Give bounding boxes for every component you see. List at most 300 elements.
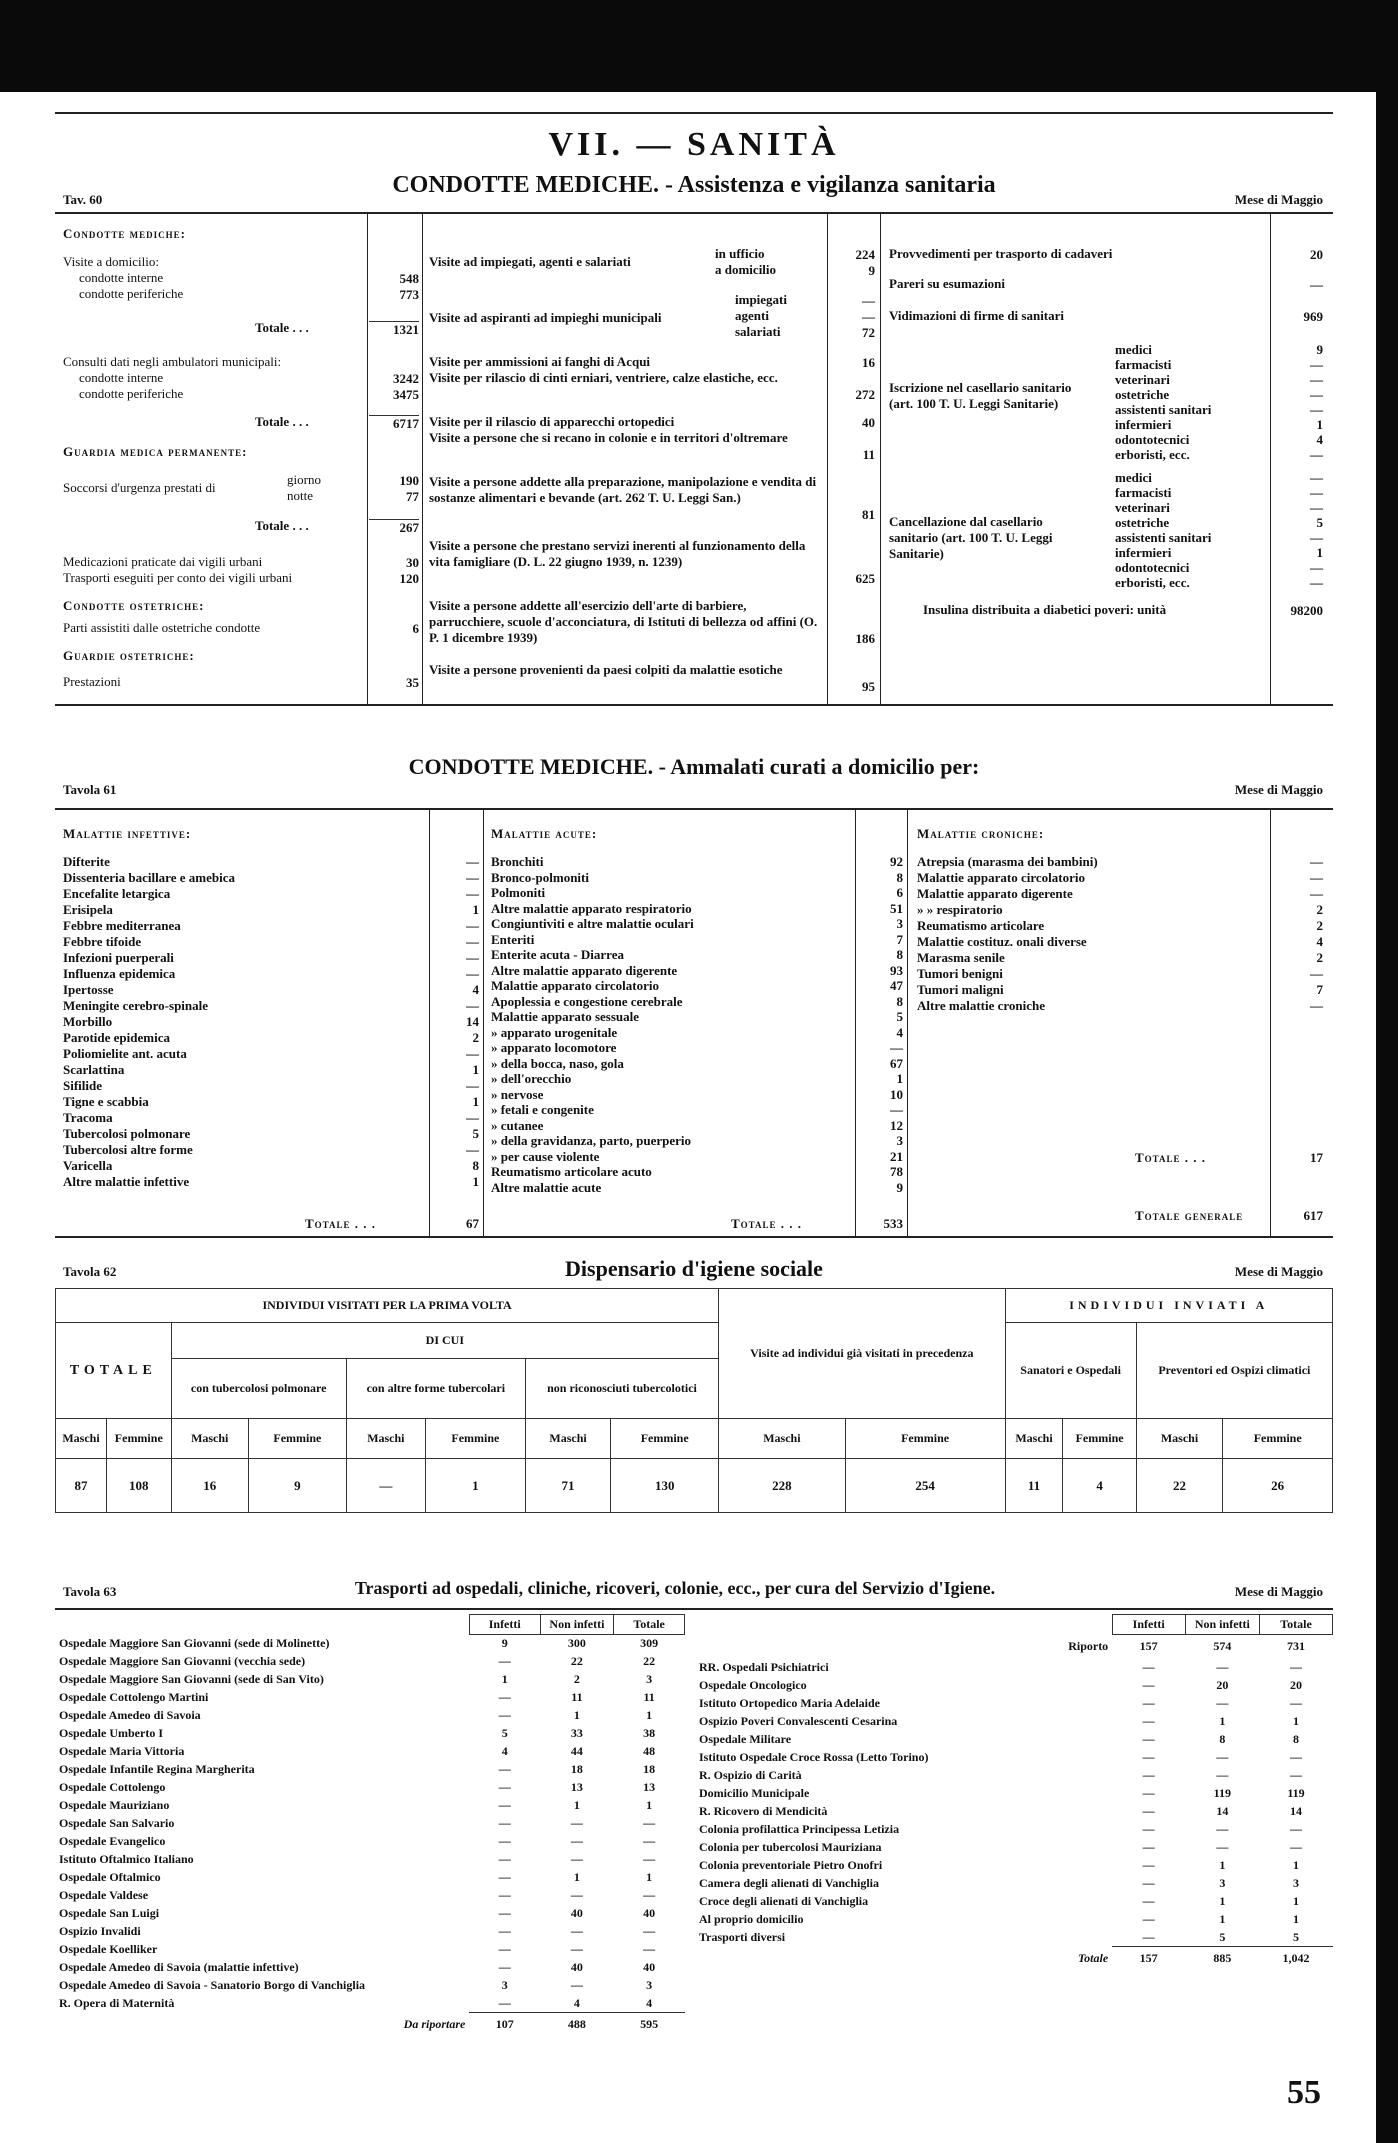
preventori-header: Preventori ed Ospizi climatici [1136,1323,1332,1419]
count-value: — [1142,1822,1155,1836]
count-value: — [498,1798,511,1812]
acuta-name: » per cause violente [491,1148,600,1164]
destination-name: R. Ricovero di Mendicità [699,1804,828,1818]
cancellazione-category: infermieri [1115,545,1172,560]
count-value: 1 [1219,1912,1226,1926]
barbiere-label: Visite a persone addette all'esercizio dell'arte di barbiere, parrucchiere, scuole d'acconciatura, di Istituti di bellezza od affini (O. P. 1 dicembre 1939) [429,598,818,645]
count-value: — [570,1978,583,1992]
count-value: 11 [643,1690,655,1704]
acuta-name: » apparato urogenitale [491,1024,618,1040]
count-value: 3 [1219,1876,1226,1890]
count-value: — [1290,1768,1302,1782]
cancellazione-category: medici [1115,470,1152,485]
left-row [55,1725,685,1743]
maschi-header: Maschi [525,1419,610,1459]
count-value: 4 [646,1995,653,2010]
count-value: 5 [1293,1929,1299,1944]
count-value: 1 [646,1798,653,1812]
rule [55,1236,1333,1238]
destination-name: RR. Ospedali Psichiatrici [699,1660,829,1674]
infettiva-name: Encefalite letargica [63,886,171,901]
acuta-value: 8 [896,869,903,885]
totale-label: Totale . . . [255,414,309,429]
count-value: — [643,1816,656,1830]
count-value: 33 [570,1726,583,1740]
iscrizione-category: odontotecnici [1115,432,1190,447]
count-value: 1 [1219,1894,1226,1908]
cancellazione-category: odontotecnici [1115,560,1190,575]
value-cell: 87 [56,1459,107,1513]
count-value: 1 [1293,1912,1299,1926]
infettiva-name: Sifilide [63,1078,103,1093]
fanghi-value: 16 [862,355,875,370]
value-cell: 9 [248,1459,346,1513]
maschi-header: Maschi [1136,1419,1223,1459]
di-cui-header: DI CUI [171,1323,719,1359]
total-value: 107 [469,2013,540,2037]
cancellazione-category: assistenti sanitari [1115,530,1212,545]
tav63-month: Mese di Maggio [1234,1584,1323,1599]
insulina-value: 98200 [1290,603,1323,618]
count-value: — [498,1834,511,1848]
left-row [55,1869,685,1887]
infettiva-name: Influenza epidemica [63,966,176,981]
count-value: 11 [571,1690,583,1704]
count-value: 300 [567,1636,586,1651]
count-value: — [498,1708,511,1722]
left-row [55,1923,685,1941]
totale3-value: 267 [369,519,419,536]
count-value: 20 [1290,1678,1302,1692]
acuta-value: 10 [890,1086,903,1102]
esumazioni-label: Pareri su esumazioni [889,276,1006,291]
count-value: 1 [573,1708,580,1722]
count-value: — [1142,1804,1155,1818]
non-tbc-header: non riconosciuti tubercolotici [525,1359,718,1419]
count-value: — [498,1924,511,1938]
destination-name: R. Opera di Maternità [59,1996,175,2010]
left-row [55,1887,685,1905]
rule [55,1608,1333,1610]
right-row [695,1749,1333,1767]
totale-generale-label: Totale generale [1135,1208,1244,1223]
visitati-header: INDIVIDUI VISITATI PER LA PRIMA VOLTA [56,1289,719,1323]
destination-name: Ospizio Invalidi [59,1924,141,1938]
iscrizione-value: — [1310,357,1323,372]
destination-name: Ospedale Cottolengo Martini [59,1690,209,1704]
infettiva-value: 4 [472,982,479,997]
infettiva-name: Tubercolosi altre forme [63,1142,193,1157]
acuta-name: Altre malattie apparato digerente [491,962,678,978]
acuta-value: 3 [896,1133,903,1148]
count-value: 18 [570,1762,583,1776]
left-total-row [55,2013,685,2037]
count-value: — [498,1942,511,1956]
visite-periferiche-value: 773 [399,287,419,302]
count-value: — [1216,1696,1229,1710]
acuta-name: » della bocca, naso, gola [491,1055,624,1071]
value-cell: 1 [425,1459,525,1513]
count-value: 2 [573,1672,580,1686]
total-value: 488 [540,2013,614,2037]
infettiva-name: Poliomielite ant. acuta [63,1046,187,1061]
infettiva-value: — [466,1078,479,1093]
totale-generale-value: 617 [1303,1208,1323,1223]
acuta-name: Enteriti [491,931,535,947]
tbc-altre-header: con altre forme tubercolari [346,1359,525,1419]
infettiva-name: Tracoma [63,1110,113,1125]
iscrizione-category: farmacisti [1115,357,1172,372]
destination-name: Ospedale San Salvario [59,1816,175,1830]
cancellazione-value: — [1310,560,1323,575]
value-cell: 228 [719,1459,846,1513]
cancellazione-value: 5 [1316,515,1323,530]
acuta-value: 6 [896,885,903,900]
infettiva-value: 1 [472,1094,479,1109]
soccorsi-giorno: giorno [287,472,321,487]
count-value: 13 [643,1780,656,1794]
rule [55,212,1333,214]
cronica-name: Tumori maligni [917,982,1004,997]
left-row [55,1689,685,1707]
count-value: 38 [643,1726,656,1740]
asp-agenti-value: — [862,309,875,324]
col-divider [880,214,881,704]
infettiva-value: — [466,1110,479,1125]
colonie-value: 11 [862,447,875,462]
visite-label: Visite a domicilio: [63,254,159,269]
cronica-value: 2 [1316,950,1323,965]
infettiva-value: 1 [472,1062,479,1077]
acuta-value: 9 [896,1179,903,1195]
count-value: — [1216,1840,1229,1854]
destination-name: Ospedale Militare [699,1732,792,1746]
trasporti-right-table [695,1614,1333,1971]
blank-header [55,1615,469,1635]
page [55,112,1333,2111]
destination-name: Ospedale Maggiore San Giovanni (vecchia sede) [59,1654,306,1668]
count-value: 1 [1219,1858,1226,1872]
esumazioni-value: — [1310,277,1323,292]
right-row [695,1857,1333,1875]
guardia-medica-heading: Guardia medica permanente: [63,444,248,459]
count-value: — [498,1888,511,1902]
acute-totale-value: 533 [883,1216,903,1231]
visite-interne: condotte interne [79,270,164,285]
destination-name: Camera degli alienati di Vanchiglia [699,1876,880,1890]
ortopedici-label: Visite per il rilascio di apparecchi ortopedici [429,414,675,429]
cancellazione-value: — [1310,530,1323,545]
cronica-value: — [1310,854,1323,869]
infettiva-value: — [466,966,479,981]
cronica-name: Tumori benigni [917,966,1003,981]
destination-name: Ospedale Mauriziano [59,1798,170,1812]
infettiva-name: Scarlattina [63,1062,125,1077]
destination-name: Istituto Ospedale Croce Rossa (Letto Torino) [699,1750,929,1764]
right-row [695,1929,1333,1947]
count-value: — [570,1924,583,1938]
acuta-value: — [890,1102,903,1117]
acuta-value: 7 [896,931,903,947]
count-value: — [498,1995,511,2010]
value-cell: 22 [1136,1459,1223,1513]
condotte-ostetriche-heading: Condotte ostetriche: [63,598,205,613]
acuta-name: Apoplessia e congestione cerebrale [491,993,683,1009]
cronica-name: Malattie apparato circolatorio [917,870,1085,885]
count-value: — [1290,1696,1302,1710]
prestazioni-value: 35 [406,675,419,690]
left-row [55,1761,685,1779]
column-header: Non infetti [1185,1615,1259,1635]
count-value: — [643,1888,656,1902]
fanghi-label: Visite per ammissioni ai fanghi di Acqui [429,354,651,369]
acuta-value: 51 [890,900,903,916]
soccorsi-giorno-value: 190 [399,473,419,488]
iscrizione-category: infermieri [1115,417,1172,432]
infettiva-value: — [466,934,479,949]
value-cell: 254 [845,1459,1005,1513]
destination-name: Ospedale Valdese [59,1888,149,1902]
count-value: — [498,1780,511,1794]
destination-name: Ospedale Maggiore San Giovanni (sede di San Vito) [59,1672,324,1686]
count-value: — [643,1852,656,1866]
count-value: 1 [646,1708,653,1722]
acuta-name: Polmoniti [491,885,546,900]
left-row [55,1995,685,2013]
count-value: — [1142,1858,1155,1872]
infettiva-value: — [466,998,479,1013]
alimentari-value: 81 [862,507,875,522]
cronica-value: — [1310,966,1323,981]
count-value: 14 [1216,1804,1229,1818]
page-number: 55 [1287,2074,1321,2111]
col-divider [907,810,908,1236]
acuta-name: Bronchiti [491,854,544,869]
infettiva-name: Varicella [63,1158,113,1173]
totale-header: TOTALE [56,1323,172,1419]
femmine-header: Femmine [248,1419,346,1459]
acuta-name: » cutanee [491,1117,544,1133]
soccorsi-notte: notte [287,488,313,503]
blank-header [695,1615,1112,1635]
destination-name: Domicilio Municipale [699,1786,810,1800]
cronica-name: Marasma senile [917,950,1005,965]
count-value: — [1216,1822,1229,1836]
acuta-value: 12 [890,1117,903,1133]
destination-name: Ospedale Maggiore San Giovanni (sede di Molinette) [59,1636,330,1650]
destination-name: Istituto Oftalmico Italiano [59,1852,194,1866]
destination-name: Ospedale Koelliker [59,1942,158,1956]
count-value: 4 [573,1995,580,2010]
femmine-header: Femmine [845,1419,1005,1459]
servizi-value: 625 [855,571,875,586]
count-value: — [1142,1894,1155,1908]
count-value: 48 [643,1744,656,1758]
count-value: — [498,1852,511,1866]
infettiva-value: — [466,918,479,933]
left-row [55,1905,685,1923]
infettiva-value: 1 [472,902,479,917]
acuta-name: Altre malattie acute [491,1179,602,1195]
right-row [695,1731,1333,1749]
iscrizione-value: — [1310,402,1323,417]
count-value: 5 [501,1726,508,1740]
femmine-header: Femmine [107,1419,172,1459]
count-value: 1 [1293,1894,1299,1908]
cancellazione-label: Cancellazione dal casellario sanitario (art. 100 T. U. Leggi Sanitarie) [889,514,1053,561]
acuta-value: 8 [896,993,903,1009]
count-value: 309 [640,1636,659,1651]
col-divider [855,810,856,1236]
acuta-value: 1 [896,1071,903,1086]
sex-header-row [56,1419,1333,1459]
count-value: 3 [646,1978,653,1992]
count-value: — [1142,1768,1155,1782]
consulti-interne-value: 3242 [393,371,419,386]
cronica-value: 2 [1316,902,1323,917]
count-value: 18 [643,1762,656,1776]
tbc-polmonare-header: con tubercolosi polmonare [171,1359,346,1419]
right-row [695,1677,1333,1695]
chapter-title: VII. — SANITÀ [548,126,840,163]
count-value: — [570,1942,583,1956]
col-divider [429,810,430,1236]
consulti-interne: condotte interne [79,370,164,385]
barbiere-value: 186 [855,631,875,646]
acuta-name: Malattie apparato circolatorio [491,978,659,993]
infettiva-value: 2 [472,1030,479,1045]
value-cell: 108 [107,1459,172,1513]
cronica-name: Atrepsia (marasma dei bambini) [917,854,1098,869]
visite-interne-value: 548 [399,271,419,286]
count-value: — [643,1834,656,1848]
count-value: 1 [646,1870,653,1884]
total-value: 885 [1185,1947,1259,1971]
count-value: 13 [570,1780,583,1794]
value-cell: 26 [1223,1459,1333,1513]
riporto-value: 731 [1287,1639,1305,1654]
count-value: 1 [1293,1714,1299,1728]
count-value: — [498,1654,511,1668]
cronica-name: Malattie apparato digerente [917,886,1073,901]
cadaveri-value: 20 [1310,247,1323,262]
value-cell: 130 [611,1459,719,1513]
header-row [695,1615,1333,1635]
acuta-value: — [890,1040,903,1055]
scan-right-border [1376,0,1398,2143]
count-value: — [1142,1678,1155,1692]
left-row [55,1653,685,1671]
acuta-name: » apparato locomotore [491,1040,617,1055]
right-row [695,1839,1333,1857]
rule [55,704,1333,706]
count-value: — [570,1888,583,1902]
cancellazione-category: ostetriche [1115,515,1170,530]
acuta-value: 21 [890,1148,903,1164]
left-row [55,1635,685,1653]
acuta-value: 3 [896,916,903,931]
infettiva-value: — [466,870,479,885]
insulina-label: Insulina distribuita a diabetici poveri: unità [923,602,1167,617]
medicazioni-value: 30 [406,555,419,570]
maschi-header: Maschi [1005,1419,1063,1459]
count-value: 40 [643,1906,656,1920]
iscrizione-category: veterinari [1115,372,1170,387]
count-value: 40 [643,1960,656,1974]
croniche-totale-value: 17 [1310,1150,1323,1165]
maschi-header: Maschi [56,1419,107,1459]
count-value: — [498,1870,511,1884]
croniche-totale-label: Totale . . . [1135,1150,1207,1165]
tav62-month: Mese di Maggio [1234,1264,1323,1279]
infettiva-name: Febbre mediterranea [63,918,181,933]
count-value: — [570,1852,583,1866]
count-value: — [498,1906,511,1920]
destination-name: Ospedale Evangelico [59,1834,166,1848]
iscrizione-value: 4 [1316,432,1323,447]
acuta-name: » fetali e congenite [491,1102,594,1117]
count-value: 3 [1293,1876,1299,1890]
asp-salariati: salariati [735,324,781,339]
column-header: Infetti [469,1615,540,1635]
cancellazione-category: erboristi, ecc. [1115,575,1190,590]
cronica-value: — [1310,870,1323,885]
right-row [695,1875,1333,1893]
medicazioni-label: Medicazioni praticate dai vigili urbani [63,554,263,569]
value-cell: 71 [525,1459,610,1513]
count-value: 119 [1287,1786,1305,1800]
cronica-value: — [1310,998,1323,1013]
asp-agenti: agenti [735,308,769,323]
column-header: Non infetti [540,1615,614,1635]
infettiva-name: Febbre tifoide [63,934,142,949]
iscrizione-value: — [1310,372,1323,387]
iscrizione-value: — [1310,447,1323,462]
count-value: 8 [1219,1732,1226,1746]
acuta-name: » nervose [491,1086,544,1102]
destination-name: Al proprio domicilio [699,1912,804,1926]
condotte-mediche-heading: Condotte mediche: [63,226,186,241]
cancellazione-value: — [1310,575,1323,590]
cronica-name: Malattie costituz. onali diverse [917,934,1087,949]
count-value: 22 [643,1654,656,1668]
total-value: 1,042 [1260,1947,1333,1971]
destination-name: Ospedale Infantile Regina Margherita [59,1762,255,1776]
total-label: Totale [1077,1951,1109,1965]
iscrizione-value: 9 [1316,342,1323,357]
vidimazioni-value: 969 [1303,309,1323,324]
infettiva-name: Difterite [63,854,110,869]
acute-totale-label: Totale . . . [731,1216,803,1231]
tav60-month: Mese di Maggio [1234,192,1323,207]
cancellazione-category: veterinari [1115,500,1170,515]
consulti-periferiche: condotte periferiche [79,386,184,401]
destination-name: Ospedale Cottolengo [59,1780,166,1794]
cronica-name: Reumatismo articolare [917,918,1045,933]
iscrizione-category: erboristi, ecc. [1115,447,1190,462]
tav63-title: Trasporti ad ospedali, cliniche, ricoveri, colonie, ecc., per cura del Servizio d'Igiene. [354,1578,996,1598]
acuta-name: » dell'orecchio [491,1071,572,1086]
count-value: 119 [1213,1786,1232,1800]
destination-name: Ospedale Umberto I [59,1726,163,1740]
acute-heading: Malattie acute: [491,826,598,841]
pozzi-label: Visite a persone provenienti da paesi colpiti da malattie esotiche [429,662,783,677]
left-row [55,1851,685,1869]
acuta-value: 93 [890,962,903,978]
count-value: — [570,1816,583,1830]
parti-value: 6 [412,621,419,636]
left-row [55,1977,685,1995]
